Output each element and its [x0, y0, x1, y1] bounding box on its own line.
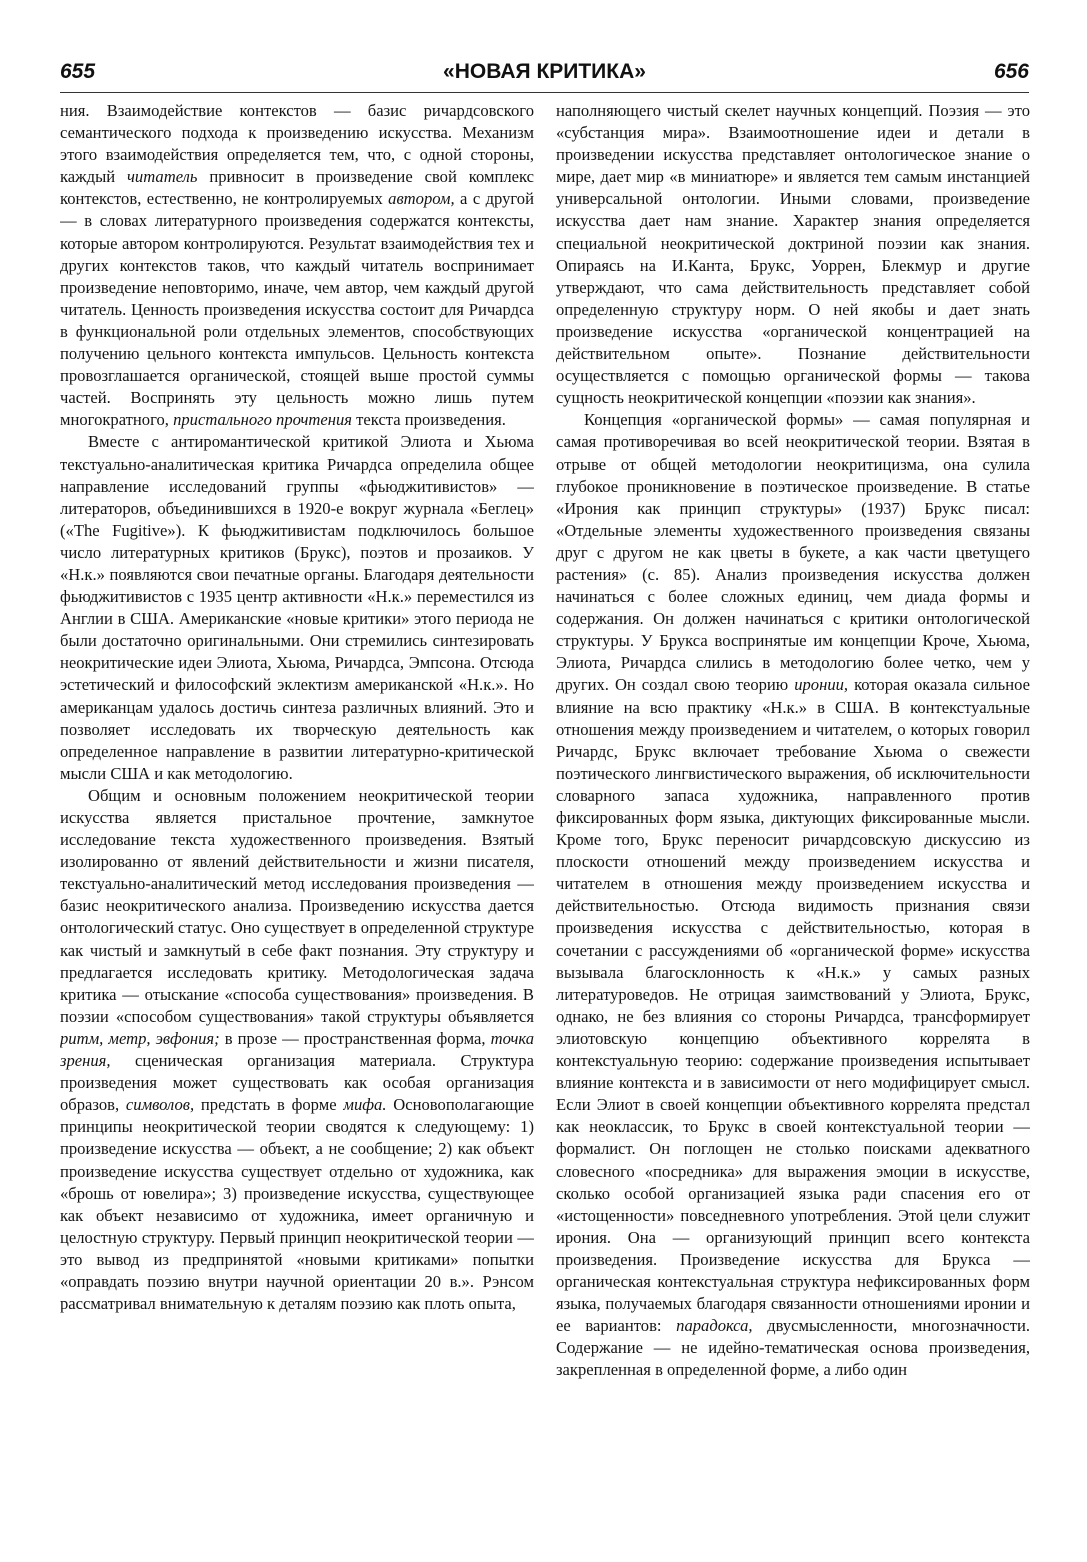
running-title: «НОВАЯ КРИТИКА»: [443, 60, 646, 83]
paragraph: наполняющего чистый скелет научных концепций. Поэзия — это «субстанция мира». Взаимоотношение идеи и детали в произведении искусства представляет онтологическое знание о мире, дает мир «в миниатюре» и является тем самым инстанцией универсальной онтологии. Иными словами, произведение искусства дает нам знание. Характер знания определяется специальной неокритической доктриной поэзии как знания. Опираясь на И.Канта, Брукс, Уоррен, Блекмур и другие утверждают, что сама действительность представляет собой определенную структуру норм. О ней якобы и дает знать произведение искусства «органической концентрацией на действительном опыте». Познание действительности осуществляется с помощью органической формы — такова сущность неокритической концепции «поэзии как знания».: [556, 101, 1030, 408]
running-header: [60, 60, 1029, 96]
paragraph: Вместе с антиромантической критикой Элиота и Хьюма текстуально-аналитическая критика Ричардса определила общее направление исследований группы «фьюджитивистов» — литераторов, объединившихся в 1920-е вокруг журнала «Беглец» («The Fugitive»). К фьюджитивистам подключилось большое число литературных критиков (Брукс), поэтов и прозаиков. У «Н.к.» появляются свои печатные органы. Благодаря деятельности фьюджитивистов с 1935 центр активности «Н.к.» переместился из Англии в США. Американские «новые критики» этого периода не были достаточно оригинальными. Они стремились синтезировать неокритические идеи Элиота, Хьюма, Ричардса, Эмпсона. Отсюда эстетический и философский эклектизм американской «Н.к.». Но американцам удалось достичь синтеза различных влияний. Это и позволяет исследовать их творческую деятельность как определенное направление в развитии литературно-критической мысли США и как методологию.: [60, 432, 534, 783]
page-number-left: 655: [60, 60, 96, 83]
right-column: [556, 100, 1030, 1530]
paragraph: Концепция «органической формы» — самая популярная и самая противоречивая во всей неокритической теории. Взятая в отрыве от общей методологии неокритицизма, она сулила глубокое проникновение в поэтическое произведение. В статье «Ирония как принцип структуры» (1937) Брукс писал: «Отдельные элементы художественного произведения связаны друг с другом не как цветы в букете, а как части цветущего растения» (с. 85). Анализ произведения искусства должен начинаться с более сложных единиц, чем диада формы и содержания. Он должен начинаться с критики онтологической структуры. У Брукса воспринятые им концепции Кроче, Хьюма, Элиота, Ричардса слились в методологию более четко, чем у других. Он создал свою теорию иронии, которая оказала сильное влияние на всю практику «Н.к.» в США. В контекстуальные отношения между произведением и читателем, о которых говорил Ричардс, Брукс включает требование Хьюма о свежести поэтического лингвистического выражения, об исключительности словарного запаса художника, направленного против фиксированных форм языка, диктующих фиксированные мысли. Кроме того, Брукс переносит ричардсовскую дискуссию из плоскости отношений между произведением искусства и читателем в отношения между произведением искусства и действительностью. Отсюда видимость признания связи произведения искусства с действительностью, которая в сочетании с рассуждениями об «органической форме» искусства вызывала благосклонность к «Н.к.» у самых разных литературоведов. Не отрицая заимствований у Элиота, Брукс, однако, не без влияния со стороны Ричардса, трансформирует элиотовскую концепцию объективного коррелята в контекстуальную теорию: содержание произведения испытывает влияние контекста и в зависимости от него модифицирует смысл. Если Элиот в своей концепции объективного коррелята предстал как неоклассик, то Брукс в своей контекстуальной теории — формалист. Он поглощен не столько поисками адекватного словесного «посредника» для выражения эмоции в искусстве, сколько особой организацией языка ради спасения его от «истощенности» повседневного употребления. Этой цели служит ирония. Она — организующий принцип всего контекста произведения. Произведение искусства для Брукса — органическая контекстуальная структура нефиксированных форм языка, получаемых благодаря связанности отношениями иронии и ее вариантов: парадокса, двусмысленности, многозначности. Содержание — не идейно-тематическая основа произведения, закрепленная в определенной форме, а либо один: [556, 410, 1030, 1380]
paragraph: Общим и основным положением неокритической теории искусства является пристальное прочтение, замкнутое исследование текста художественного произведения. Взятый изолированно от явлений действительности и жизни писателя, текстуально-аналитический метод исследования произведения — базис неокритического анализа. Произведению искусства дается онтологический статус. Оно существует в определенной структуре как чистый и замкнутый в себе факт познания. Эту структуру и предлагается исследовать критику. Методологическая задача критика — отыскание «способа существования» произведения. В поэзии «способом существования» такой структуры объявляется ритм, метр, эвфония; в прозе — пространственная форма, точка зрения, сценическая организация материала. Структура произведения может существовать как особая организация образов, символов, предстать в форме мифа. Основополагающие принципы неокритической теории сводятся к следующему: 1) произведение искусства — объект, а не сообщение; 2) как объект произведение искусства существует отдельно от художника, как «брошь от ювелира»; 3) произведение искусства, существующее как объект независимо от художника, имеет органичную и целостную структуру. Первый принцип неокритической теории — это вывод из предпринятой «новыми критиками» попытки «оправдать поэзию внутри научной ориентации 20 в.». Рэнсом рассматривал внимательную к деталям поэзию как плоть опыта,: [60, 785, 534, 1314]
header-rule: [60, 92, 1029, 93]
page-number-right: 656: [993, 60, 1029, 83]
left-column: [60, 100, 534, 1530]
paragraph: ния. Взаимодействие контекстов — базис ричардсовского семантического подхода к произведению искусства. Механизм этого взаимодействия определяется тем, что, с одной стороны, каждый читатель привносит в произведение свой комплекс контекстов, естественно, не контролируемых автором, а с другой — в словах литературного произведения содержатся контексты, которые автором контролируются. Результат взаимодействия тех и других контекстов таков, что каждый читатель воспринимает произведение неповторимо, иначе, чем автор, чем каждый другой читатель. Ценность произведения искусства состоит для Ричардса в функциональной роли отдельных элементов, способствующих получению цельного контекста импульсов. Цельность контекста провозглашается органической, стоящей выше простой суммы частей. Воспринять эту цельность можно лишь путем многократного, пристального прочтения текста произведения.: [60, 101, 534, 430]
